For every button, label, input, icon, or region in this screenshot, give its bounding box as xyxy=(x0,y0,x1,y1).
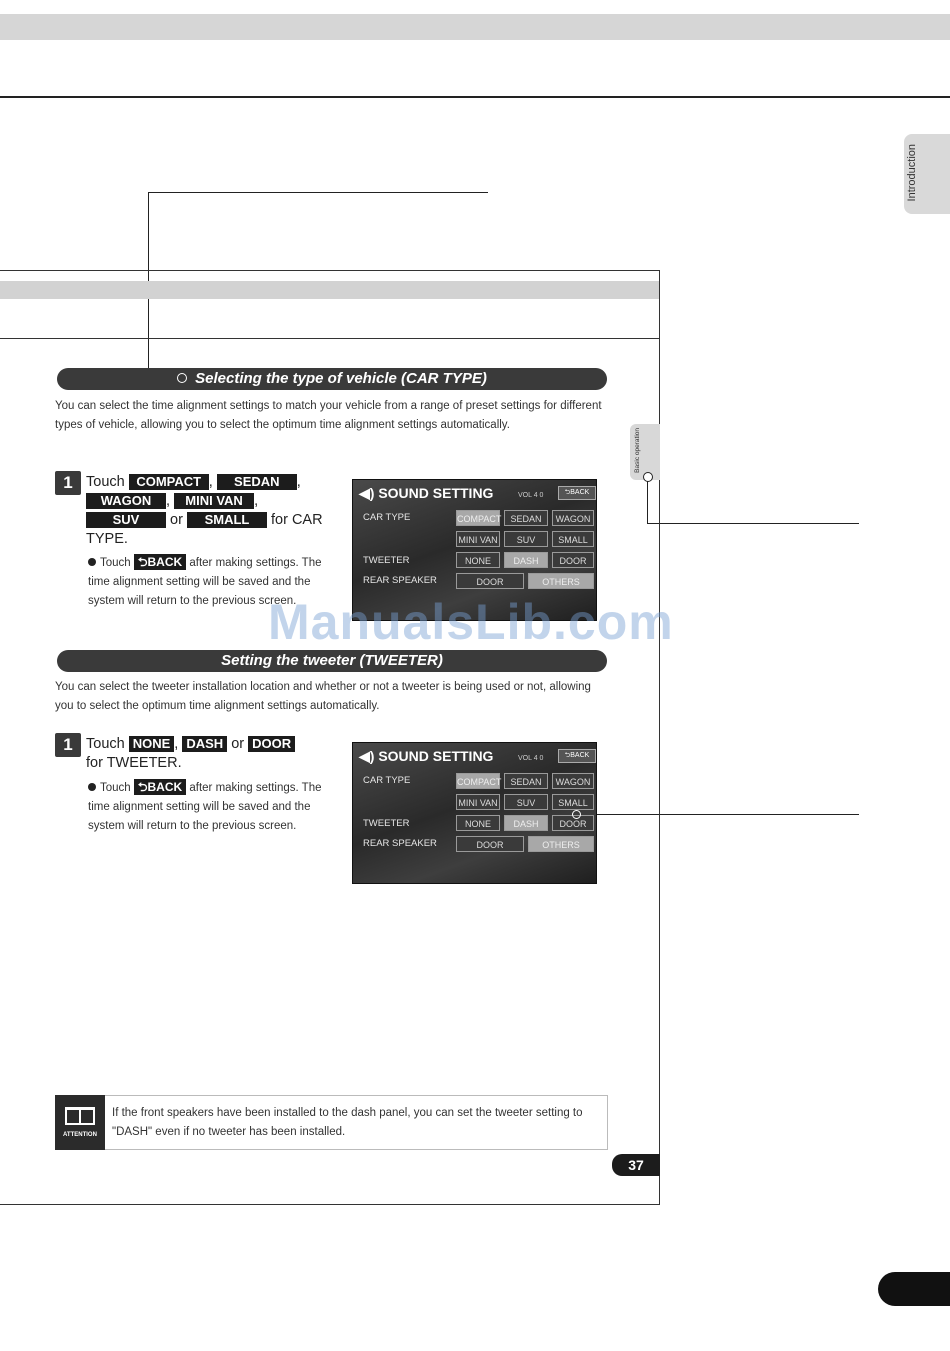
dash-option[interactable]: DASH xyxy=(504,552,548,568)
attention-icon-label: ATTENTION xyxy=(63,1132,97,1138)
none-button-label: NONE xyxy=(129,736,175,752)
suv-option[interactable]: SUV xyxy=(504,531,548,547)
callout-marker-door xyxy=(572,810,581,819)
book-icon xyxy=(65,1107,95,1125)
section-title-car-type xyxy=(57,368,607,390)
tweeter-step-text xyxy=(86,735,336,773)
callout-line-top-h xyxy=(148,192,488,193)
bullet-icon xyxy=(88,783,96,791)
door-button-label: DOOR xyxy=(248,736,295,752)
step-number: 1 xyxy=(55,471,81,495)
wagon-option[interactable]: WAGON xyxy=(552,773,594,789)
side-tab-label: Introduction xyxy=(906,144,918,202)
screen-back-button[interactable]: ⮌BACK xyxy=(558,749,596,763)
small-button-label: SMALL xyxy=(187,512,267,528)
tweeter-description: You can select the tweeter installation location and whether or not a tweeter is being used or not, allowing you to select the optimum time alignment settings automatically. xyxy=(55,681,591,712)
minivan-option[interactable]: MINI VAN xyxy=(456,794,500,810)
compact-option[interactable]: COMPACT xyxy=(456,773,500,789)
suv-option[interactable]: SUV xyxy=(504,794,548,810)
small-option[interactable]: SMALL xyxy=(552,531,594,547)
step-number: 1 xyxy=(55,733,81,757)
page-number: 37 xyxy=(612,1154,660,1176)
rear-door-option[interactable]: DOOR xyxy=(456,573,524,589)
comma: , xyxy=(254,493,259,509)
touch-word: Touch xyxy=(86,474,125,490)
attention-text: If the front speakers have been installed to the dash panel, you can set the tweeter setting to "DASH" even if no tweeter has been installed. xyxy=(112,1107,583,1138)
volume-readout: VOL 4 0 xyxy=(518,492,544,499)
sedan-button-label: SEDAN xyxy=(217,474,297,490)
top-rule xyxy=(0,96,950,98)
label-car-type: CAR TYPE xyxy=(363,775,411,786)
watermark: ManualsLib.com xyxy=(268,594,674,650)
minivan-button-label: MINI VAN xyxy=(174,493,254,509)
comma: , xyxy=(166,493,171,509)
none-option[interactable]: NONE xyxy=(456,552,500,568)
mini-tab-marker xyxy=(643,472,653,482)
back-button-label: ⮌BACK xyxy=(134,779,186,795)
compact-option[interactable]: COMPACT xyxy=(456,510,500,526)
note-text: after making settings. The time alignment setting will be saved and the system will return to the previous screen. xyxy=(88,557,322,607)
label-tweeter: TWEETER xyxy=(363,818,410,829)
callout-line-tab-h xyxy=(647,523,859,524)
inner-grey-bar xyxy=(0,281,659,299)
mini-tab-label: Basic operation xyxy=(634,428,641,473)
touch-word: Touch xyxy=(100,557,131,569)
touch-word: Touch xyxy=(100,782,131,794)
touch-word: Touch xyxy=(86,736,125,752)
dash-button-label: DASH xyxy=(182,736,227,752)
dash-option[interactable]: DASH xyxy=(504,815,548,831)
screen-back-button[interactable]: ⮌BACK xyxy=(558,486,596,500)
others-option[interactable]: OTHERS xyxy=(528,573,594,589)
section-title-tweeter: Setting the tweeter (TWEETER) xyxy=(57,650,607,672)
step-tail: for CAR TYPE. xyxy=(86,512,323,547)
car-type-description: You can select the time alignment settings to match your vehicle from a range of preset settings for different types of vehicle, allowing you to select the optimum time alignment settings automatically. xyxy=(55,400,602,431)
back-button-label: ⮌BACK xyxy=(134,554,186,570)
screen-title: ◀) SOUND SETTING xyxy=(359,748,494,764)
comma: , xyxy=(208,474,213,490)
side-tab-introduction[interactable] xyxy=(904,134,950,214)
wagon-button-label: WAGON xyxy=(86,493,166,509)
sedan-option[interactable]: SEDAN xyxy=(504,773,548,789)
attention-book-icon xyxy=(55,1095,105,1150)
tweeter-note xyxy=(88,779,338,836)
step-tail: for TWEETER. xyxy=(86,755,182,771)
callout-marker xyxy=(177,373,187,383)
sound-setting-screen-2 xyxy=(352,742,597,884)
volume-readout: VOL 4 0 xyxy=(518,755,544,762)
minivan-option[interactable]: MINI VAN xyxy=(456,531,500,547)
rear-door-option[interactable]: DOOR xyxy=(456,836,524,852)
none-option[interactable]: NONE xyxy=(456,815,500,831)
small-option[interactable]: SMALL xyxy=(552,794,594,810)
label-rear-speaker: REAR SPEAKER xyxy=(363,838,437,849)
corner-page-tab xyxy=(878,1272,950,1306)
door-option[interactable]: DOOR xyxy=(552,815,594,831)
screen-title: ◀) SOUND SETTING xyxy=(359,485,494,501)
inner-rule xyxy=(0,338,660,339)
comma: , xyxy=(296,474,301,490)
section-title-text: Selecting the type of vehicle (CAR TYPE) xyxy=(195,370,487,387)
sedan-option[interactable]: SEDAN xyxy=(504,510,548,526)
or-word: or xyxy=(170,512,183,528)
label-tweeter: TWEETER xyxy=(363,555,410,566)
label-rear-speaker: REAR SPEAKER xyxy=(363,575,437,586)
bullet-icon xyxy=(88,558,96,566)
others-option[interactable]: OTHERS xyxy=(528,836,594,852)
door-option[interactable]: DOOR xyxy=(552,552,594,568)
compact-button-label: COMPACT xyxy=(129,474,209,490)
or-word: or xyxy=(231,736,245,752)
note-text: after making settings. The time alignment setting will be saved and the system will return to the previous screen. xyxy=(88,782,322,832)
comma: , xyxy=(174,736,179,752)
top-grey-bar xyxy=(0,14,950,40)
label-car-type: CAR TYPE xyxy=(363,512,411,523)
wagon-option[interactable]: WAGON xyxy=(552,510,594,526)
car-type-step-text xyxy=(86,473,336,549)
suv-button-label: SUV xyxy=(86,512,166,528)
